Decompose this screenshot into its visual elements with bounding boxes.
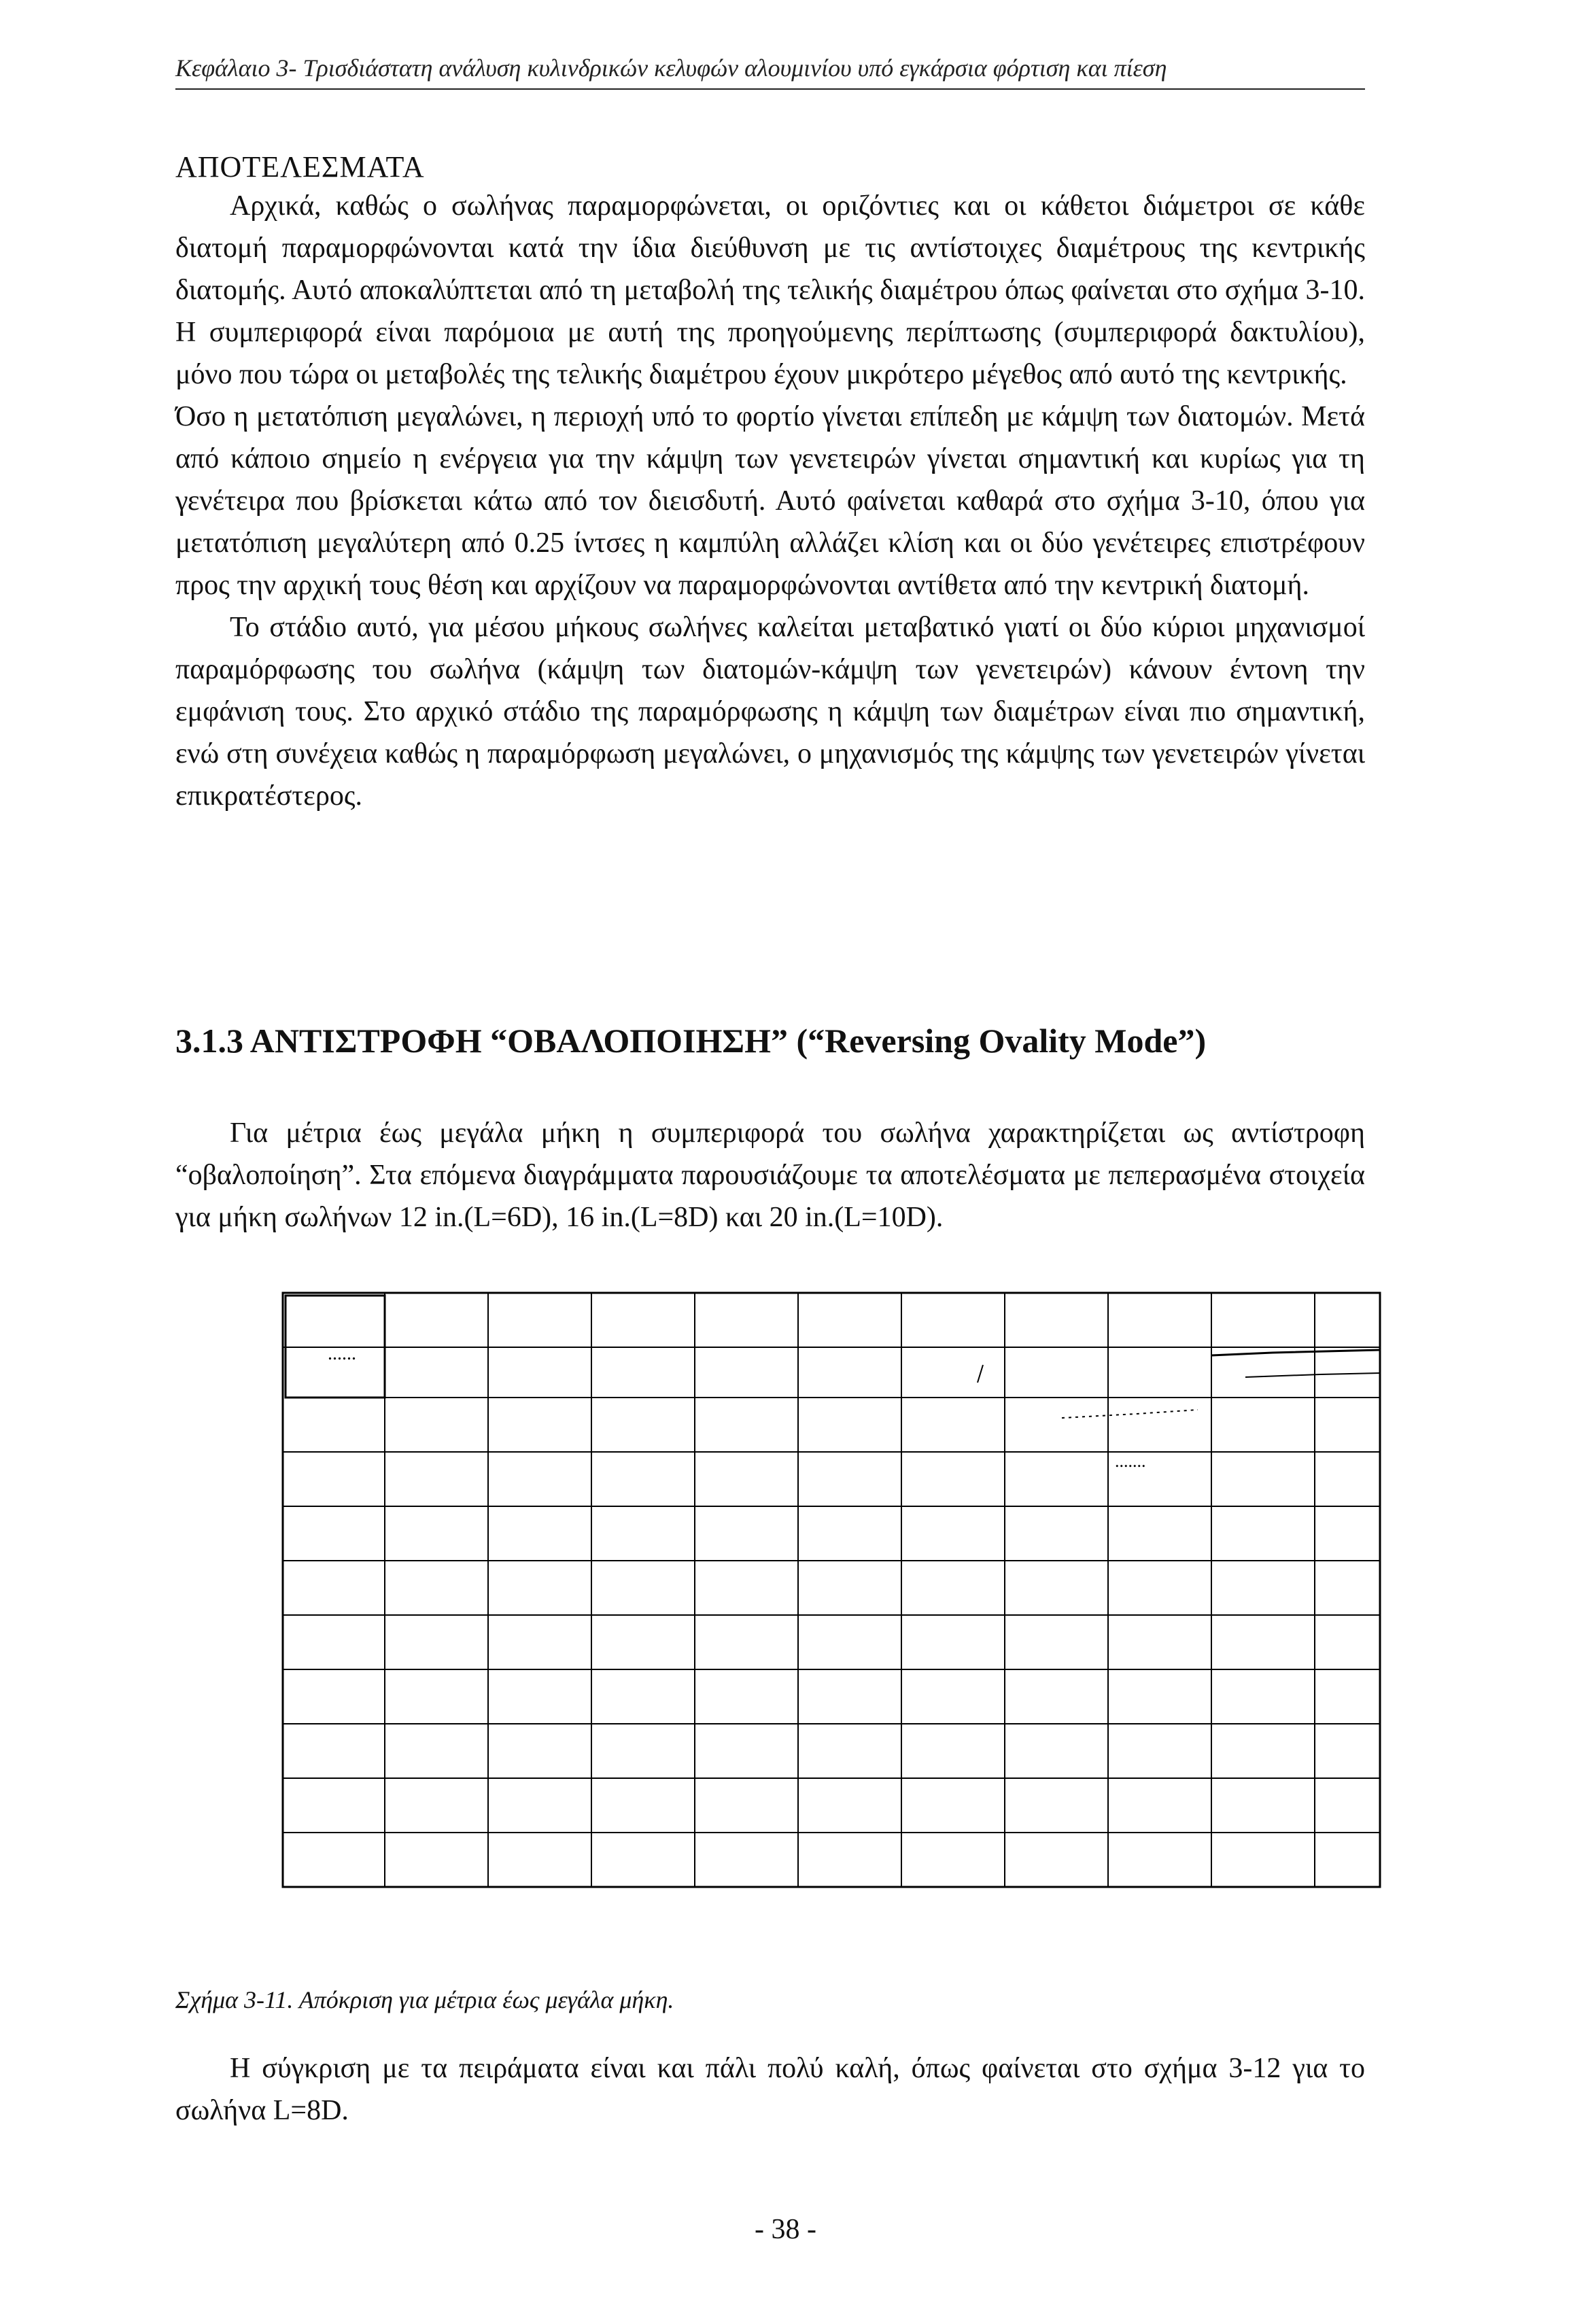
series-tick: [978, 1365, 983, 1383]
running-header: Κεφάλαιο 3- Τρισδιάστατη ανάλυση κυλινδρικών κελυφών αλουμινίου υπό εγκάρσια φόρτιση και πίεση: [175, 52, 1365, 90]
section-3-1-3-body: [175, 1112, 1365, 1238]
results-paragraph-3: Το στάδιο αυτό, για μέσου μήκους σωλήνες καλείται μεταβατικό γιατί οι δύο κύριοι μηχανισμοί παραμόρφωσης του σωλήνα (κάμψη των διατομών-κάμψη των γενετειρών) κάνουν έντονη την εμφάνιση τους. Στο αρχικό στάδιο της παραμόρφωσης η κάμψη των διαμέτρων είναι πιο σημαντική, ενώ στη συνέχεια καθώς η παραμόρφωση μεγαλώνει, ο μηχανισμός της κάμψης των γενετειρών γίνεται επικρατέστερος.: [175, 612, 1365, 812]
figure-frame: [283, 1293, 1380, 1887]
series-line-3: [1062, 1410, 1198, 1418]
results-title: ΑΠΟΤΕΛΕΣΜΑΤΑ: [175, 150, 425, 184]
grid-lines: [283, 1293, 1380, 1887]
series-dots: .......: [1115, 1451, 1146, 1471]
series-traces: [978, 1350, 1380, 1418]
series-line-1: [1211, 1350, 1380, 1355]
results-body: [175, 185, 1365, 817]
results-paragraph-1: Αρχικά, καθώς ο σωλήνας παραμορφώνεται, οι οριζόντιες και οι κάθετοι διάμετροι σε κάθε διατομή παραμορφώνονται κατά την ίδια διεύθυνση με τις αντίστοιχες διαμέτρους της κεντρικής διατομής. Αυτό αποκαλύπτεται από τη μεταβολή της τελικής διαμέτρου όπως φαίνεται στο σχήμα 3-10. Η συμπεριφορά είναι παρόμοια με αυτή της προηγούμενης περίπτωσης (συμπεριφορά δακτυλίου), μόνο που τώρα οι μεταβολές της τελικής διαμέτρου έχουν μικρότερο μέγεθος από αυτό της κεντρικής.: [175, 190, 1365, 390]
legend-marker: ......: [328, 1343, 356, 1364]
closing-body: [175, 2047, 1365, 2132]
results-paragraph-2: Όσο η μετατόπιση μεγαλώνει, η περιοχή υπό το φορτίο γίνεται επίπεδη με κάμψη των διατομών. Μετά από κάποιο σημείο η ενέργεια για την κάμψη των γενετειρών γίνεται σημαντική και κυρίως για τη γενέτειρα που βρίσκεται κάτω από τον διεισδυτή. Αυτό φαίνεται καθαρά στο σχήμα 3-10, όπου για μετατόπιση μεγαλύτερη από 0.25 ίντσες η καμπύλη αλλάζει κλίση και οι δύο γενέτειρες επιστρέφουν προς την αρχική τους θέση και αρχίζουν να παραμορφώνονται αντίθετα από την κεντρική διατομή.: [175, 401, 1365, 601]
page-number: - 38 -: [755, 2214, 816, 2245]
series-line-2: [1245, 1373, 1380, 1377]
figure-3-11: [280, 1290, 1383, 1890]
section-3-1-3-paragraph: Για μέτρια έως μεγάλα μήκη η συμπεριφορά του σωλήνα χαρακτηρίζεται ως αντίστροφη “οβαλοποίηση”. Στα επόμενα διαγράμματα παρουσιάζουμε τα αποτελέσματα με πεπερασμένα στοιχεία για μήκη σωλήνων 12 in.(L=6D), 16 in.(L=8D) και 20 in.(L=10D).: [175, 1117, 1365, 1233]
figure-caption: Σχήμα 3-11. Απόκριση για μέτρια έως μεγάλα μήκη.: [175, 1986, 674, 2013]
figure-plot: [280, 1290, 1383, 1890]
closing-paragraph: Η σύγκριση με τα πειράματα είναι και πάλι πολύ καλή, όπως φαίνεται στο σχήμα 3-12 για το σωλήνα L=8D.: [175, 2053, 1365, 2126]
section-heading-3-1-3: 3.1.3 ΑΝΤΙΣΤΡΟΦΗ “ΟΒΑΛΟΠΟΙΗΣΗ” (“Reversing Ovality Mode”): [175, 1022, 1207, 1060]
